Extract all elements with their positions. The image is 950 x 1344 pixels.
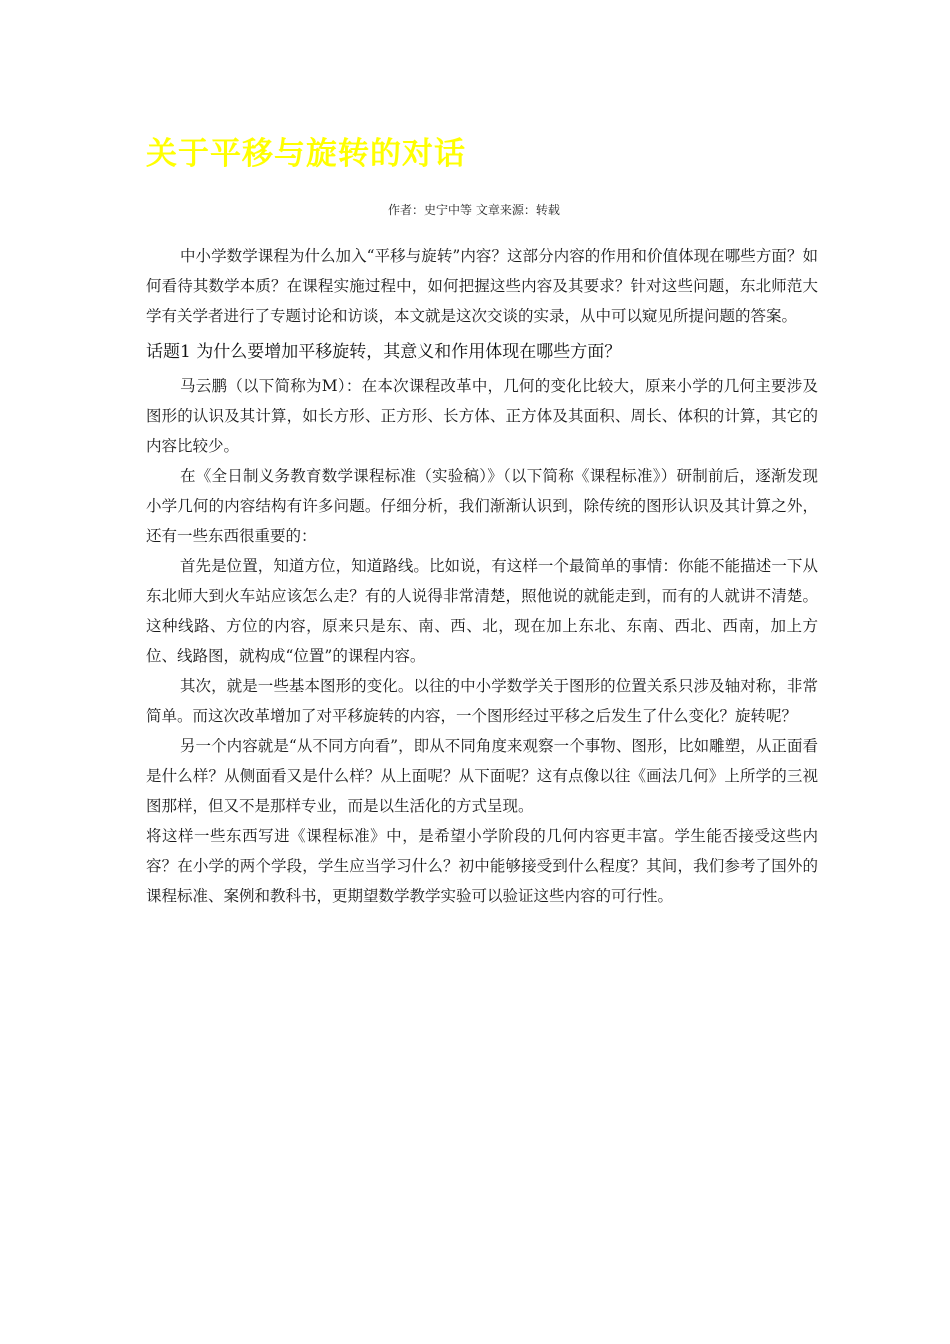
body-paragraph: 首先是位置，知道方位，知道路线。比如说，有这样一个最简单的事情：你能不能描述一下从东北师大到火车站应该怎么走？有的人说得非常清楚，照他说的就能走到，而有的人就讲不清楚。这种线路、方位的内容，原来只是东、南、西、北，现在加上东北、东南、西北、西南，加上方位、线路图，就构成“位置”的课程内容。 — [146, 557, 818, 665]
body-paragraph: 另一个内容就是“从不同方向看”，即从不同角度来观察一个事物、图形，比如雕塑，从正面看是什么样？从侧面看又是什么样？从上面呢？从下面呢？这有点像以往《画法几何》上所学的三视图那样，但又不是那样专业，而是以生活化的方式呈现。 — [146, 737, 818, 815]
body-paragraph: 其次，就是一些基本图形的变化。以往的中小学数学关于图形的位置关系只涉及轴对称，非常简单。而这次改革增加了对平移旋转的内容，一个图形经过平移之后发生了什么变化？旋转呢？ — [146, 677, 818, 725]
topic-heading: 话题1 为什么要增加平移旋转，其意义和作用体现在哪些方面？ — [146, 342, 622, 362]
article-body — [146, 241, 818, 911]
intro-paragraph: 中小学数学课程为什么加入“平移与旋转”内容？这部分内容的作用和价值体现在哪些方面？如何看待其数学本质？在课程实施过程中，如何把握这些内容及其要求？针对这些问题，东北师范大学有关学者进行了专题讨论和访谈，本文就是这次交谈的实录，从中可以窥见所提问题的答案。 — [146, 247, 818, 325]
body-paragraph: 马云鹏（以下简称为M）：在本次课程改革中，几何的变化比较大，原来小学的几何主要涉及图形的认识及其计算，如长方形、正方形、长方体、正方体及其面积、周长、体积的计算，其它的内容比较少。 — [146, 377, 818, 455]
closing-paragraph: 将这样一些东西写进《课程标准》中，是希望小学阶段的几何内容更丰富。学生能否接受这些内容？在小学的两个学段，学生应当学习什么？初中能够接受到什么程度？其间，我们参考了国外的课程标准、案例和教科书，更期望数学教学实验可以验证这些内容的可行性。 — [146, 827, 818, 905]
article-byline: 作者：史宁中等 文章来源：转载 — [388, 203, 560, 217]
article-title: 关于平移与旋转的对话 — [146, 136, 466, 172]
body-paragraph: 在《全日制义务教育数学课程标准（实验稿）》（以下简称《课程标准》）研制前后，逐渐发现小学几何的内容结构有许多问题。仔细分析，我们渐渐认识到，除传统的图形认识及其计算之外，还有一些东西很重要的： — [146, 467, 818, 545]
